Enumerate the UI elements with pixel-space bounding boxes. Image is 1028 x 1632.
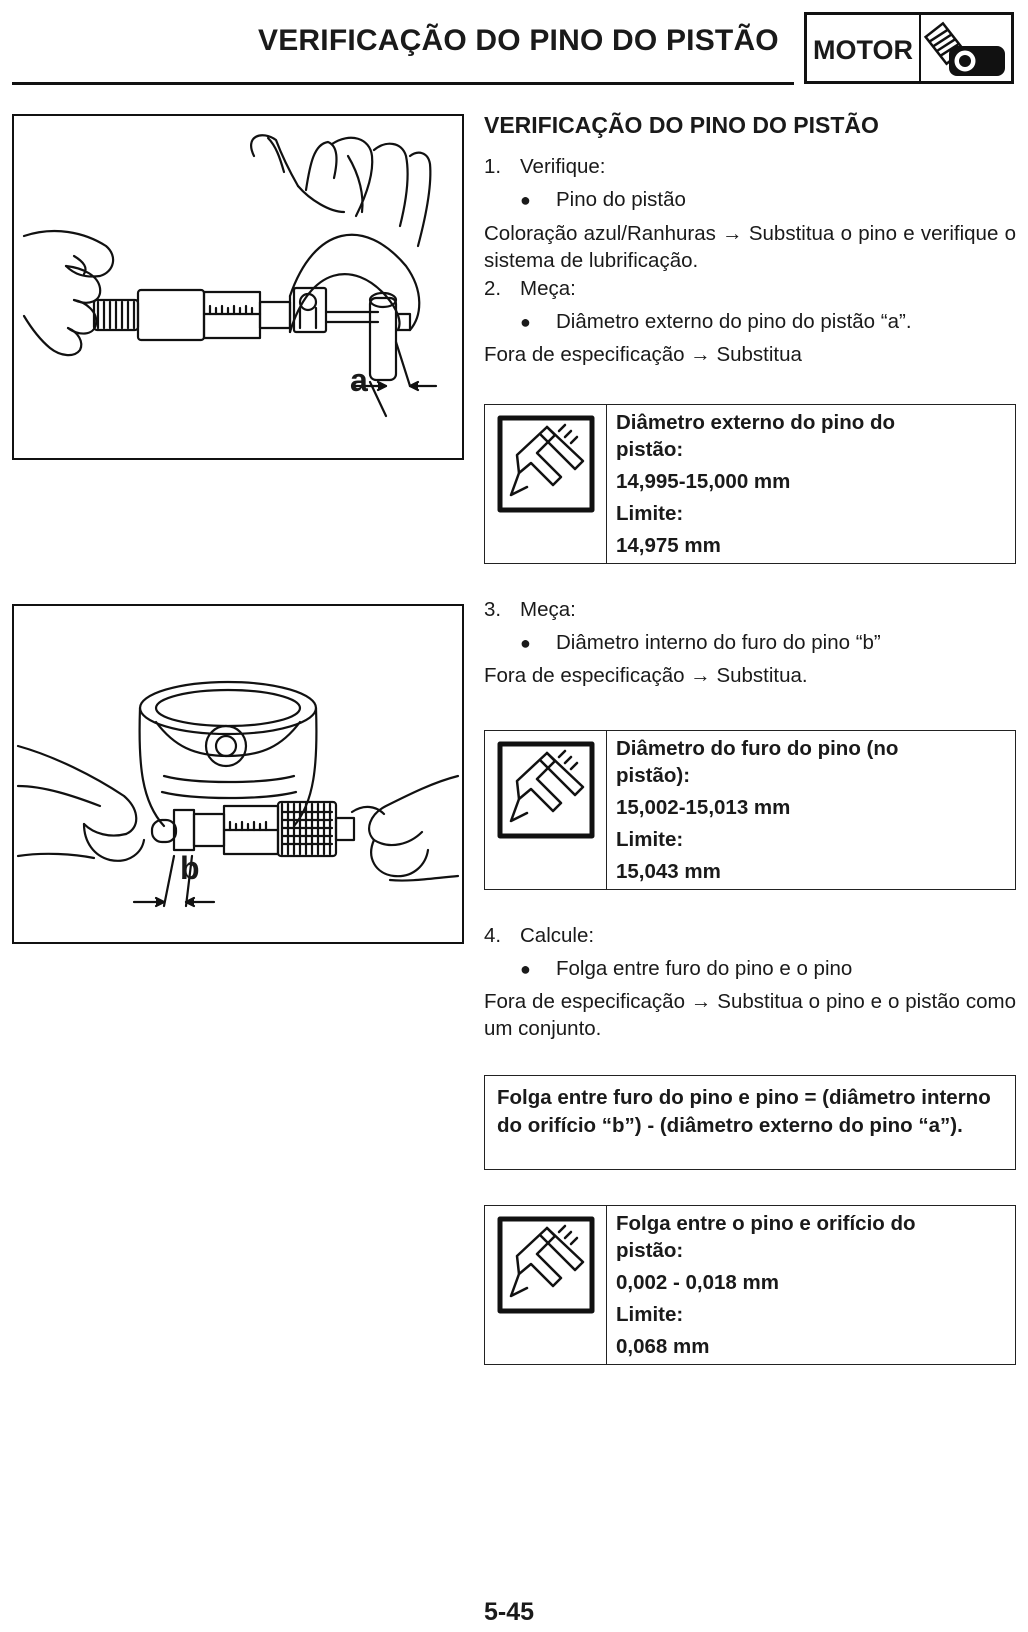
figure-pin-micrometer	[12, 114, 464, 460]
caliper-icon	[485, 1206, 607, 1364]
callout-b: b	[180, 850, 200, 886]
bullet-text: Pino do pistão	[556, 188, 686, 211]
callout-a: a	[350, 362, 368, 398]
spec-box-pin-diameter	[484, 404, 1016, 564]
section-badge	[804, 12, 1014, 84]
step-2-bullet	[520, 310, 912, 334]
engine-bolt-icon	[921, 15, 1011, 81]
spec-label: Diâmetro externo do pino do	[616, 411, 896, 434]
spec-label: Diâmetro do furo do pino (no	[616, 737, 899, 760]
spec-value: 0,002 - 0,018 mm	[616, 1271, 779, 1294]
page-title: VERIFICAÇÃO DO PINO DO PISTÃO	[258, 24, 779, 57]
step-label: Meça:	[520, 277, 576, 300]
spec-limit-label: Limite:	[616, 502, 684, 525]
bullet-text: Diâmetro interno do furo do pino “b”	[556, 631, 881, 654]
spec-label: Folga entre o pino e orifício do	[616, 1212, 916, 1235]
section-title: VERIFICAÇÃO DO PINO DO PISTÃO	[484, 112, 879, 138]
spec-limit-value: 15,043 mm	[616, 860, 721, 883]
bullet-icon: ●	[520, 312, 531, 332]
step-1-bullet	[520, 188, 686, 212]
step-3	[484, 598, 576, 622]
spec-value: 14,995-15,000 mm	[616, 470, 791, 493]
step-1	[484, 155, 605, 179]
step-number: 3.	[484, 598, 502, 621]
step-4	[484, 924, 594, 948]
spec-box-bore-diameter	[484, 730, 1016, 890]
caliper-icon	[485, 405, 607, 563]
spec-value: 15,002-15,013 mm	[616, 796, 791, 819]
page-number: 5-45	[484, 1598, 535, 1626]
step-1-note: Coloração azul/Ranhuras → Substitua o pino e verifique o sistema de lubrificação.	[484, 222, 1016, 272]
badge-label: MOTOR	[807, 15, 921, 81]
step-number: 2.	[484, 277, 502, 300]
step-label: Calcule:	[520, 924, 595, 947]
clearance-formula-box: Folga entre furo do pino e pino = (diâmetro interno do orifício “b”) - (diâmetro externo do pino “a”).	[484, 1075, 1016, 1170]
step-2-note: Fora de especificação → Substitua	[484, 343, 802, 366]
bullet-icon: ●	[520, 190, 531, 210]
step-2	[484, 277, 576, 301]
step-4-note: Fora de especificação → Substitua o pino e o pistão como um conjunto.	[484, 990, 1016, 1040]
step-4-bullet	[520, 957, 852, 981]
figure-piston-bore	[12, 604, 464, 944]
bullet-icon: ●	[520, 633, 531, 653]
spec-box-clearance	[484, 1205, 1016, 1365]
spec-limit-value: 0,068 mm	[616, 1335, 710, 1358]
step-3-note: Fora de especificação → Substitua.	[484, 664, 808, 687]
spec-limit-label: Limite:	[616, 1303, 684, 1326]
spec-label-cont: pistão:	[616, 1239, 684, 1262]
bullet-icon: ●	[520, 959, 531, 979]
step-number: 4.	[484, 924, 502, 947]
spec-label-cont: pistão:	[616, 438, 684, 461]
step-3-bullet	[520, 631, 881, 655]
spec-label-cont: pistão):	[616, 764, 691, 787]
spec-limit-label: Limite:	[616, 828, 684, 851]
step-number: 1.	[484, 155, 502, 178]
caliper-icon	[485, 731, 607, 889]
bullet-text: Folga entre furo do pino e o pino	[556, 957, 853, 980]
step-label: Meça:	[520, 598, 576, 621]
spec-limit-value: 14,975 mm	[616, 534, 721, 557]
header-rule	[12, 82, 794, 85]
step-label: Verifique:	[520, 155, 606, 178]
bullet-text: Diâmetro externo do pino do pistão “a”.	[556, 310, 912, 333]
